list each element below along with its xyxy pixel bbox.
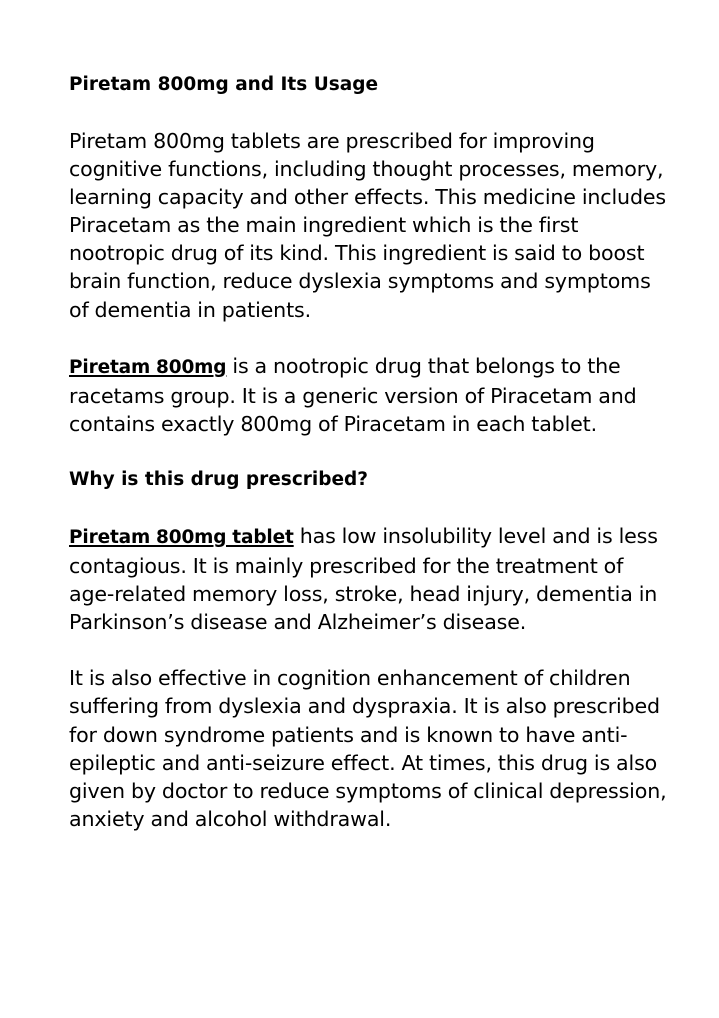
- section-heading-usage: Piretam 800mg and Its Usage: [69, 74, 379, 95]
- paragraph-generic: [69, 352, 669, 438]
- piretam-800mg-link[interactable]: Piretam 800mg: [69, 356, 227, 378]
- document-page: [69, 71, 669, 861]
- piretam-800mg-tablet-link[interactable]: Piretam 800mg tablet: [69, 526, 294, 548]
- paragraph-prescribed: [69, 522, 669, 636]
- paragraph-intro: Piretam 800mg tablets are prescribed for improving cognitive functions, including thought processes, memory, learning capacity and other effects. This medicine includes Piracetam as the main ingredient which is the first nootropic drug of its kind. This ingredient is said to boost brain function, reduce dyslexia symptoms and symptoms of dementia in patients.: [69, 129, 666, 322]
- paragraph-prescribed-text: has low insolubility level and is less contagious. It is mainly prescribed for the treatment of age-related memory loss, stroke, head injury, dementia in Parkinson’s disease and Alzheimer’s disease.: [69, 523, 658, 635]
- section-heading-prescribed: Why is this drug prescribed?: [69, 468, 369, 490]
- paragraph-effects: It is also effective in cognition enhancement of children suffering from dyslexia and dyspraxia. It is also prescribed for down syndrome patients and is known to have anti-epileptic and anti-seizure effect. At times, this drug is also given by doctor to reduce symptoms of clinical depression, anxiety and alcohol withdrawal.: [69, 666, 667, 831]
- paragraph-generic-text: is a nootropic drug that belongs to the racetams group. It is a generic version of Piracetam and contains exactly 800mg of Piracetam in each tablet.: [69, 353, 637, 436]
